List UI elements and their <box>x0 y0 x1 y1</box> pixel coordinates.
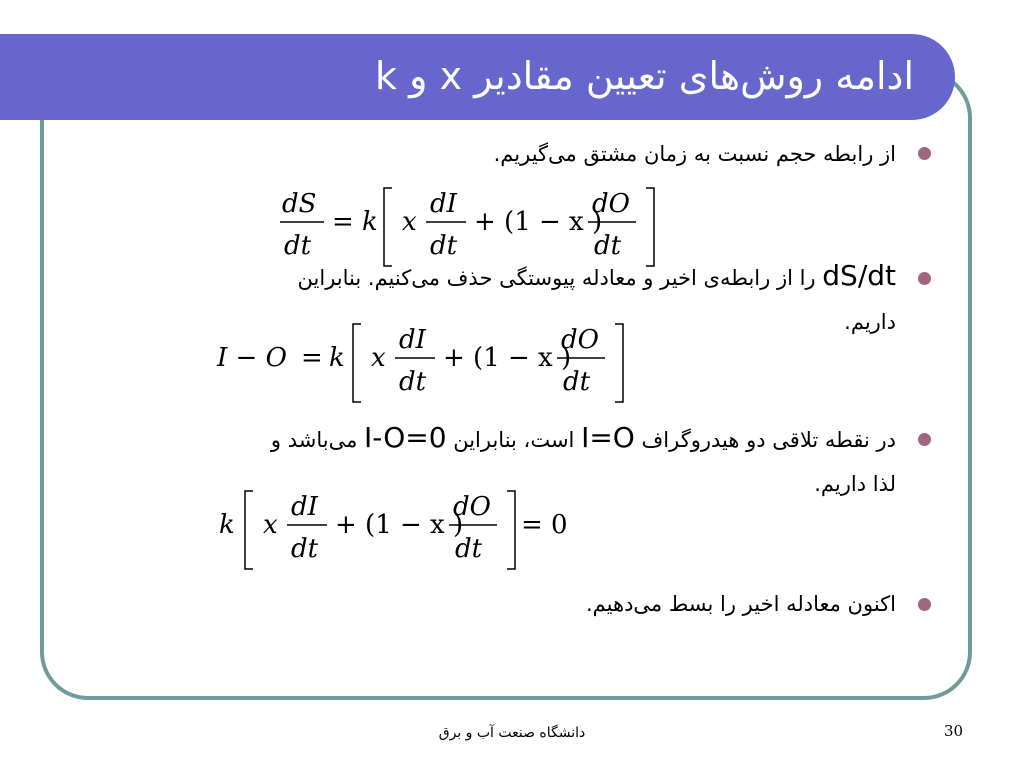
title-text: ادامه روش‌های تعیین مقادیر <box>474 54 914 98</box>
eq2-k: k <box>329 343 345 373</box>
eq1-equals: = <box>332 207 354 237</box>
bullet-dot-1 <box>918 147 931 160</box>
bullet-3-text-b: است، بنابراین <box>453 428 575 452</box>
eq1-lhs-num: dS <box>282 189 317 219</box>
eq2-frac1-den: dt <box>399 367 427 397</box>
bullet-3-mid1: I=O <box>581 421 635 454</box>
eq2-x: x <box>371 343 386 373</box>
title-conj: و <box>409 54 428 98</box>
bullet-1 <box>494 132 896 176</box>
bullet-3-text-a: در نقطه تلاقی دو هیدروگراف <box>641 428 896 452</box>
eq1-frac1-num: dI <box>430 189 457 219</box>
eq1-mid: + (1 − x ) <box>474 207 603 237</box>
bullet-3-text-c: می‌باشد و <box>270 428 358 452</box>
eq1-frac2-num: dO <box>592 189 630 219</box>
eq2-frac2-num: dO <box>561 325 599 355</box>
title-var-k: k <box>375 54 398 98</box>
bullet-4-text: اکنون معادله اخیر را بسط می‌دهیم. <box>586 592 896 616</box>
eq2-mid: + (1 − x ) <box>443 343 572 373</box>
eq3-mid: + (1 − x ) <box>335 510 464 540</box>
bullet-2-text2: داریم. <box>844 310 896 334</box>
eq3-frac2-num: dO <box>453 492 491 522</box>
bullet-3-mid2: I-O=0 <box>364 421 447 454</box>
eq3-frac2-den: dt <box>455 534 483 564</box>
eq2-equals: = <box>301 343 323 373</box>
bullet-3-text2: لذا داریم. <box>814 472 896 496</box>
eq1-x: x <box>402 207 417 237</box>
eq3-x: x <box>263 510 278 540</box>
eq1-k: k <box>362 207 378 237</box>
bullet-2-text: را از رابطه‌ی اخیر و معادله پیوستگی حذف می‌کنیم. بنابراین <box>297 266 816 290</box>
eq1-frac1-den: dt <box>430 231 458 261</box>
eq2-lhs: I − O <box>217 343 287 373</box>
title-var-x: x <box>439 54 463 98</box>
bullet-2-lead: dS/dt <box>822 259 896 292</box>
page-number: 30 <box>944 722 964 740</box>
eq2-frac1-num: dI <box>399 325 426 355</box>
slide-title <box>375 52 914 100</box>
eq2-frac2-den: dt <box>563 367 591 397</box>
eq3-rhs: = 0 <box>521 510 568 540</box>
bullet-1-text: از رابطه حجم نسبت به زمان مشتق می‌گیریم. <box>493 142 896 166</box>
equation-2 <box>215 318 635 408</box>
eq3-frac1-den: dt <box>291 534 319 564</box>
footer-university: دانشگاه صنعت آب و برق <box>438 725 586 741</box>
equation-3 <box>215 485 595 575</box>
eq3-frac1-num: dI <box>291 492 318 522</box>
bullet-4 <box>586 582 896 626</box>
eq1-lhs-den: dt <box>284 231 312 261</box>
eq3-k: k <box>219 510 235 540</box>
bullet-dot-2 <box>918 272 931 285</box>
bullet-dot-4 <box>918 598 931 611</box>
bullet-dot-3 <box>918 433 931 446</box>
eq1-frac2-den: dt <box>594 231 622 261</box>
